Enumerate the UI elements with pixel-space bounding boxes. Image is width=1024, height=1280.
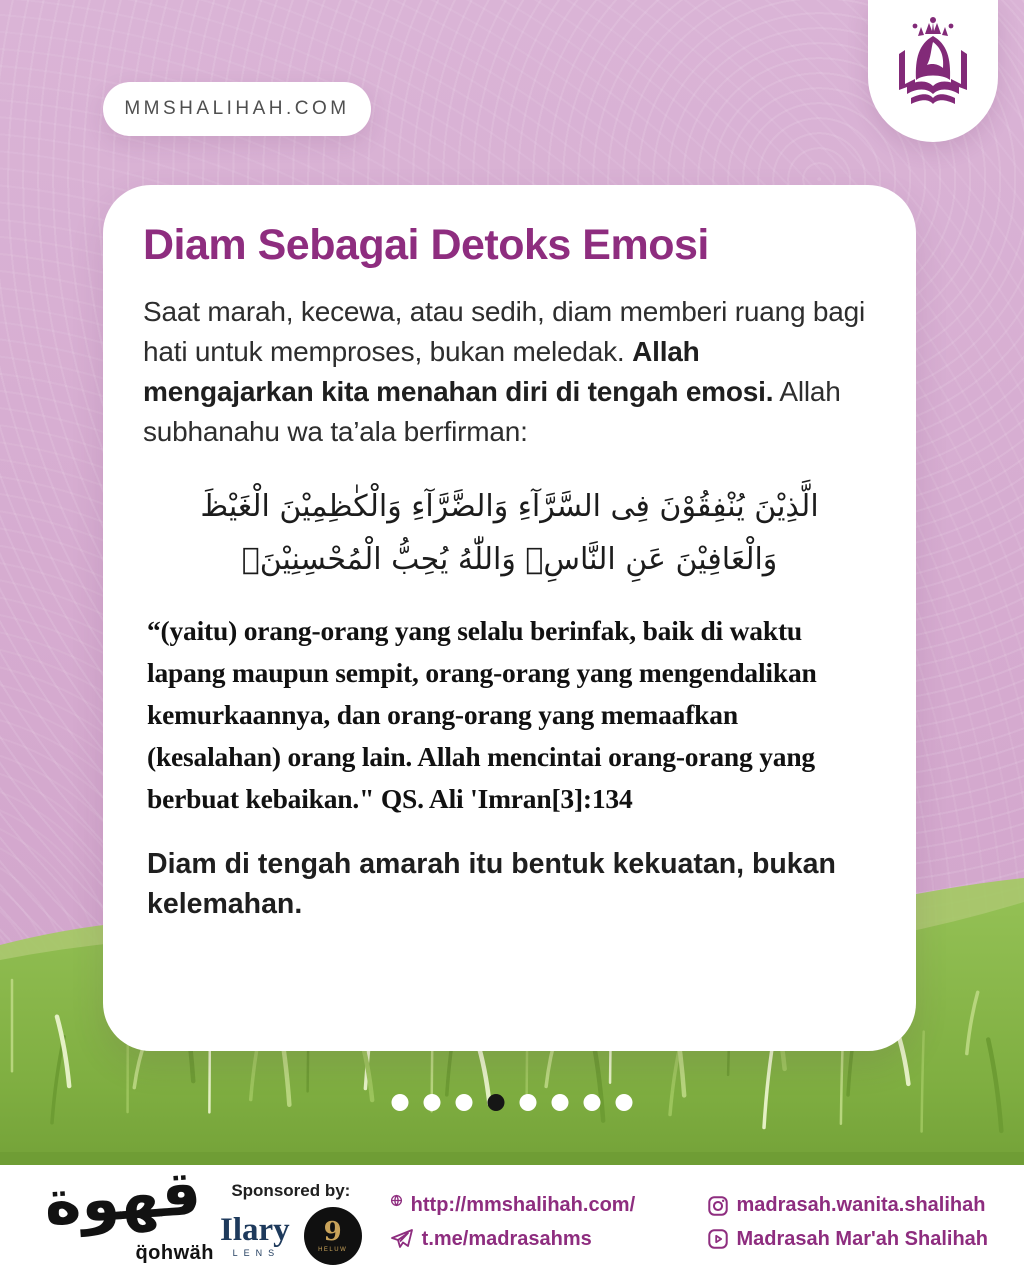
site-url-label: MMSHALIHAH.COM (124, 98, 350, 119)
intro-text-2: Allah subhanahu wa ta’ala berfirman: (143, 375, 841, 447)
sponsored-by-label: Sponsored by: (231, 1180, 351, 1200)
qohwah-logo (41, 1155, 214, 1271)
carousel-dot-1[interactable] (392, 1094, 409, 1111)
carousel-dot-4[interactable] (488, 1094, 505, 1111)
social-links (390, 1194, 988, 1251)
ilary-wordmark: Ilary (220, 1211, 290, 1248)
heluw-glyph: 9 (323, 1216, 342, 1247)
intro-text-bold: Allah mengajarkan kita menahan diri di tengah emosi. (143, 336, 774, 407)
carousel-dots[interactable] (392, 1094, 633, 1111)
carousel-dot-5[interactable] (520, 1094, 537, 1111)
sponsor-block (220, 1181, 362, 1265)
instagram-link[interactable] (707, 1194, 989, 1217)
heluw-logo (304, 1207, 362, 1265)
brand-badge (868, 0, 998, 142)
ilary-sub-label: LENS (232, 1247, 281, 1258)
site-url-badge[interactable] (103, 82, 371, 136)
page-title: Diam Sebagai Detoks Emosi (143, 221, 709, 269)
carousel-dot-3[interactable] (456, 1094, 473, 1111)
intro-text-1: Saat marah, kecewa, atau sedih, diam memberi ruang bagi hati untuk memproses, bukan meledak. (143, 296, 866, 368)
heluw-wordmark: HELUW (318, 1246, 348, 1253)
youtube-link-label: Madrasah Mar'ah Shalihah (736, 1227, 988, 1250)
ilary-lens-logo (220, 1211, 290, 1258)
telegram-link-label: t.me/madrasahms (421, 1227, 592, 1250)
footer-bar (0, 1155, 1024, 1280)
arabic-line-1: الَّذِيْنَ يُنْفِقُوْنَ فِى السَّرَّآءِ وَالضَّرَّآءِ وَالْكٰظِمِيْنَ الْغَيْظَ (200, 489, 819, 525)
telegram-icon (390, 1227, 414, 1251)
youtube-link[interactable] (707, 1227, 989, 1251)
website-link[interactable] (390, 1194, 635, 1217)
carousel-dot-2[interactable] (424, 1094, 441, 1111)
instagram-link-label: madrasah.wanita.shalihah (736, 1194, 986, 1216)
carousel-dot-8[interactable] (616, 1094, 633, 1111)
quran-verse-arabic (153, 481, 866, 586)
youtube-icon (707, 1228, 729, 1250)
arabic-line-2: وَالْعَافِيْنَ عَنِ النَّاسِۗ وَاللّٰهُ يُحِبُّ الْمُحْسِنِيْنَۚ (241, 541, 778, 577)
carousel-dot-7[interactable] (584, 1094, 601, 1111)
qohwah-wordmark: q̈ohwäh (135, 1241, 214, 1264)
website-link-label: http://mmshalihah.com/ (410, 1194, 636, 1216)
madrasah-logo-icon (885, 14, 981, 118)
carousel-dot-6[interactable] (552, 1094, 569, 1111)
telegram-link[interactable] (390, 1227, 635, 1251)
intro-paragraph (143, 292, 876, 451)
globe-icon (390, 1194, 403, 1207)
verse-translation: “(yaitu) orang-orang yang selalu berinfak, baik di waktu lapang maupun sempit, orang-orang yang mengendalikan kemurkaannya, dan orang-orang yang memaafkan (kesalahan) orang lain. Allah mencintai orang-orang yang berbuat kebaikan." QS. Ali 'Imran[3]:134 (147, 615, 817, 814)
content-card (103, 185, 916, 1051)
qohwah-arabic-calligraphy: قهوة (41, 1155, 204, 1239)
closing-statement: Diam di tengah amarah itu bentuk kekuatan, bukan kelemahan. (147, 848, 836, 920)
instagram-icon (707, 1195, 729, 1217)
